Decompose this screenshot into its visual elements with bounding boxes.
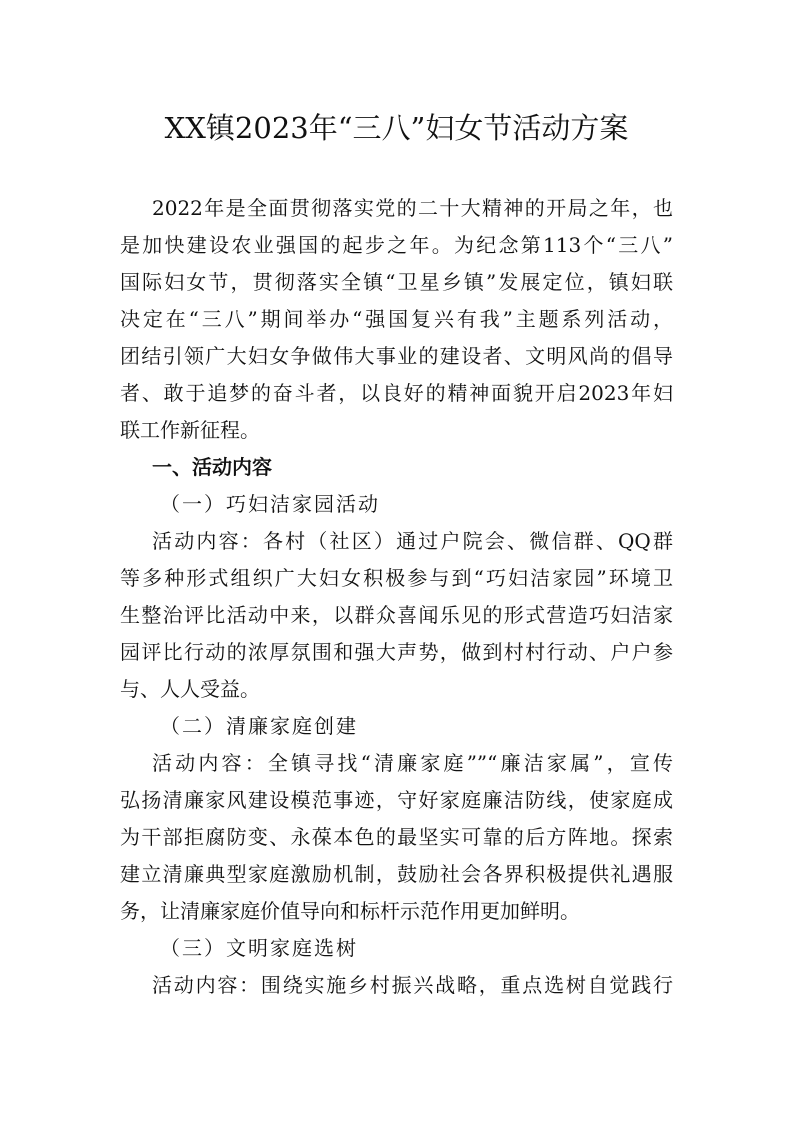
intro-line: 联工作新征程。 [120, 418, 260, 442]
subsection-heading: （一）巧妇洁家园活动 [160, 492, 380, 516]
subsection-heading: （二）清廉家庭创建 [160, 714, 358, 738]
body-line: 园评比行动的浓厚氛围和强大声势，做到村村行动、户户参 [120, 640, 673, 664]
intro-line: 团结引领广大妇女争做伟大事业的建设者、文明风尚的倡导 [120, 344, 673, 368]
body-line: 等多种形式组织广大妇女积极参与到“巧妇洁家园”环境卫 [120, 566, 673, 590]
intro-line: 决定在“三八”期间举办“强国复兴有我”主题系列活动， [120, 307, 673, 331]
body-line: 为干部拒腐防变、永葆本色的最坚实可靠的后方阵地。探索 [120, 825, 673, 849]
body-line: 建立清廉典型家庭激励机制，鼓励社会各界积极提供礼遇服 [120, 862, 673, 886]
body-line: 活动内容：各村（社区）通过户院会、微信群、QQ群 [152, 529, 673, 553]
body-line: 活动内容：全镇寻找“清廉家庭””“廉洁家属”，宣传 [152, 751, 673, 775]
body-line: 与、人人受益。 [120, 677, 260, 701]
intro-line: 者、敢于追梦的奋斗者，以良好的精神面貌开启2023年妇 [120, 381, 673, 405]
intro-line: 是加快建设农业强国的起步之年。为纪念第113个“三八” [120, 233, 673, 257]
body-line: 务，让清廉家庭价值导向和标杆示范作用更加鲜明。 [120, 899, 580, 923]
intro-line: 国际妇女节，贯彻落实全镇“卫星乡镇”发展定位，镇妇联 [120, 270, 673, 294]
body-line: 弘扬清廉家风建设模范事迹，守好家庭廉洁防线，使家庭成 [120, 788, 673, 812]
body-line: 活动内容：围绕实施乡村振兴战略，重点选树自觉践行 [152, 973, 673, 997]
document-title: XX镇2023年“三八”妇女节活动方案 [164, 111, 629, 145]
section-heading: 一、活动内容 [152, 455, 272, 479]
subsection-heading: （三）文明家庭选树 [160, 936, 358, 960]
body-line: 生整治评比活动中来，以群众喜闻乐见的形式营造巧妇洁家 [120, 603, 673, 627]
intro-line: 2022年是全面贯彻落实党的二十大精神的开局之年，也 [152, 196, 673, 220]
